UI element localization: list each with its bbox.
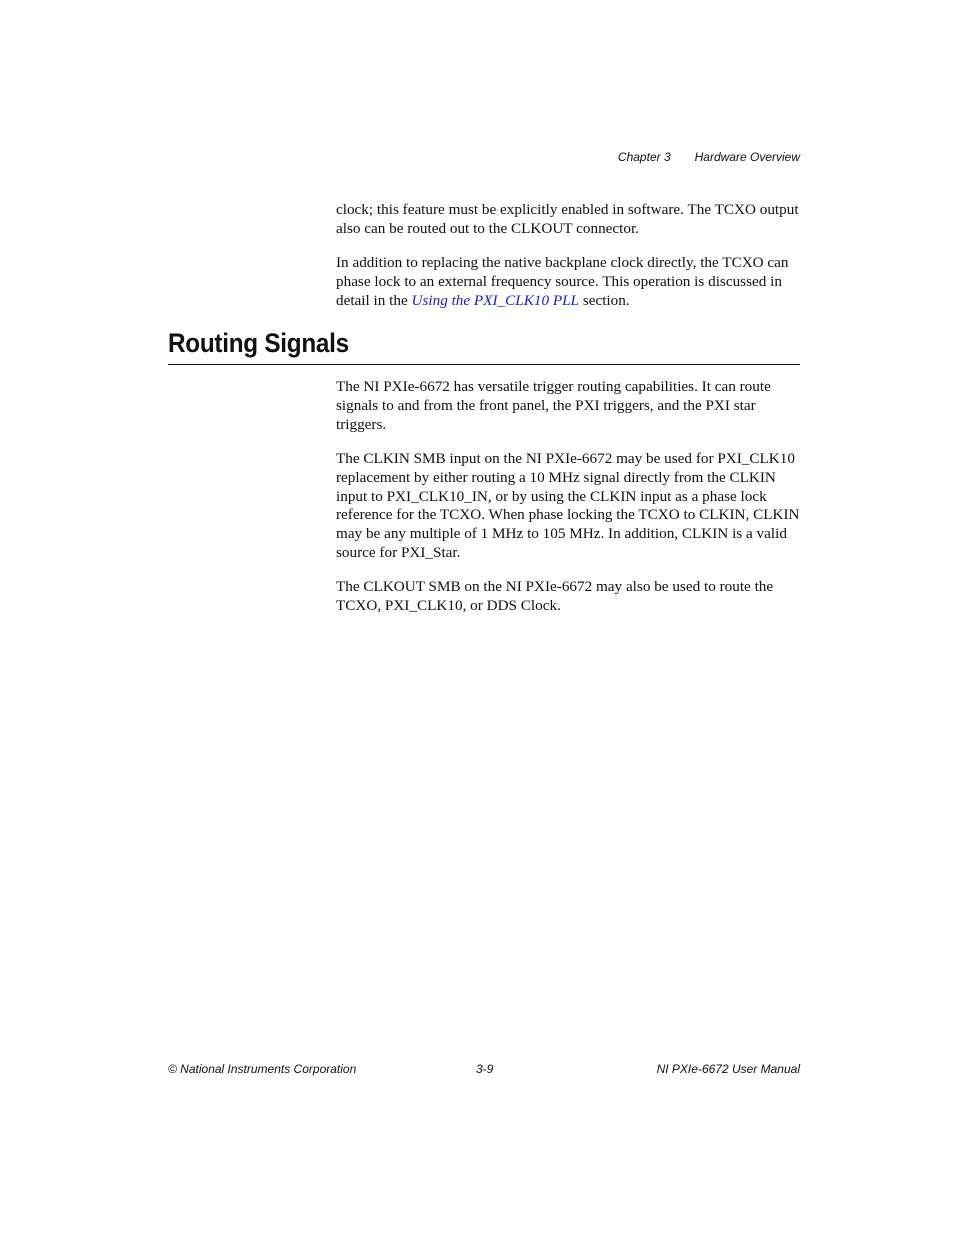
header-title: Hardware Overview bbox=[694, 150, 800, 164]
routing-paragraph-2-text: The CLKIN SMB input on the NI PXIe-6672 may be used for PXI_CLK10 replacement by either routing a 10 MHz signal directly from the CLKIN input to PXI_CLK10_IN, or by using the CLKIN input as a phase lock reference for the TCXO. When phase locking the TCXO to CLKIN, CLKIN may be any multiple of 1 MHz to 105 MHz. In addition, CLKIN is a valid source for PXI_Star. bbox=[336, 450, 800, 561]
intro-paragraph-2-after: section. bbox=[579, 291, 630, 309]
header-chapter: Chapter 3 bbox=[617, 150, 671, 164]
footer-copyright: © National Instruments Corporation bbox=[168, 1062, 357, 1076]
routing-paragraph-3-text: The CLKOUT SMB on the NI PXIe-6672 may also be used to route the TCXO, PXI_CLK10, or DDS Clock. bbox=[336, 578, 774, 614]
running-header bbox=[618, 150, 800, 164]
intro-paragraph-2-text bbox=[336, 254, 804, 310]
intro-paragraph-1-text: clock; this feature must be explicitly enabled in software. The TCXO output also can be routed out to the CLKOUT connector. bbox=[336, 201, 799, 237]
routing-paragraph-1-text: The NI PXIe-6672 has versatile trigger routing capabilities. It can route signals to and from the front panel, the PXI triggers, and the PXI star triggers. bbox=[336, 378, 771, 433]
heading-rule bbox=[168, 364, 800, 365]
intro-paragraph-2 bbox=[336, 254, 804, 310]
section-heading: Routing Signals bbox=[168, 328, 349, 358]
footer-page-number: 3-9 bbox=[476, 1062, 494, 1076]
routing-paragraph-1 bbox=[336, 378, 804, 434]
routing-paragraph-3 bbox=[336, 578, 804, 616]
footer-manual-title: NI PXIe-6672 User Manual bbox=[656, 1062, 800, 1076]
intro-paragraph-2-before: In addition to replacing the native backplane clock directly, the TCXO can phase lock to an external frequency source. This operation is discussed in detail in the bbox=[336, 254, 789, 309]
pll-section-link[interactable]: Using the PXI_CLK10 PLL bbox=[411, 291, 580, 309]
intro-paragraph-1 bbox=[336, 201, 804, 239]
routing-paragraph-2 bbox=[336, 450, 804, 563]
